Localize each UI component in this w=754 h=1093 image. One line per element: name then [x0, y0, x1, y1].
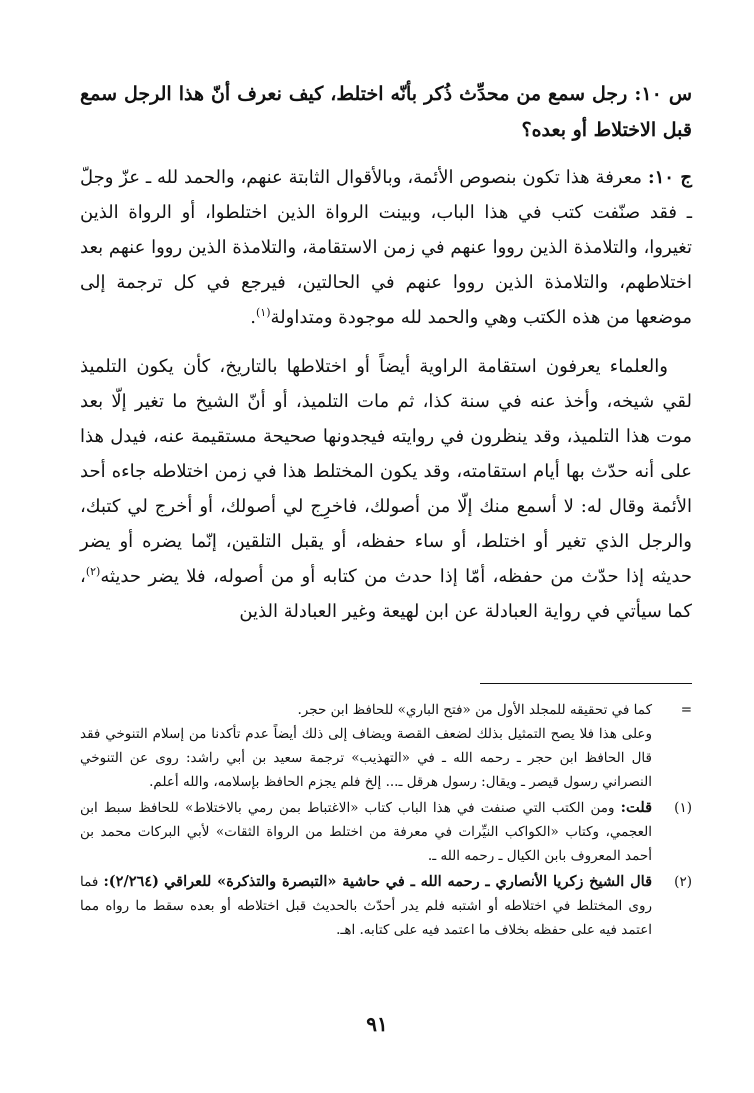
main-text [80, 76, 692, 629]
footnote-continuation-line: كما في تحقيقه للمجلد الأول من «فتح الباري» للحافظ ابن حجر. [297, 702, 652, 718]
footnote-1-text: ومن الكتب التي صنفت في هذا الباب كتاب «الاغتباط بمن رمي بالاختلاط» للحافظ سبط ابن العجمي، وكتاب «الكواكب النيِّرات في معرفة من اختلط من الرواة الثقات» لأبي البركات محمد بن أحمد المعروف بابن الكيال ـ رحمه الله ـ. [80, 800, 652, 864]
footnote-2-bold-ref: (٢/٢٦٤): [103, 873, 159, 890]
body-paragraph-2 [80, 349, 692, 629]
footnote-2-text: فما روى المختلط في اختلاطه أو اشتبه فلم يدر أحدّث بالحديث قبل اختلاطه أو بعده سقط ما رواه مما اعتمد فيه على حفظه بخلاف ما اعتمد فيه على كتابه. اهـ. [80, 874, 652, 938]
footnote-1-marker: (١) [674, 800, 692, 816]
paragraph2-text-b: ، كما سيأتي في رواية العبادلة عن ابن لهيعة وغير العبادلة الذين [80, 566, 692, 622]
footnote-continuation-marker: = [680, 702, 692, 718]
question-text: رجل سمع من محدِّث ذُكر بأنّه اختلط، كيف نعرف أنّ هذا الرجل سمع قبل الاختلاط أو بعده؟ [80, 83, 692, 141]
footnote-2-bold-text: قال الشيخ زكريا الأنصاري ـ رحمه الله ـ في حاشية «التبصرة والتذكرة» للعراقي [164, 873, 653, 890]
question-label: س ١٠: [634, 83, 693, 105]
footnotes [80, 698, 692, 944]
question-paragraph [80, 76, 692, 148]
answer-text: معرفة هذا تكون بنصوص الأئمة، وبالأقوال الثابتة عنهم، والحمد لله ـ عزّ وجلّ ـ فقد صنّفت كتب في هذا الباب، وبينت الرواة الذين اختلطوا، أو الرواة الذين تغيروا، والتلامذة الذين رووا عنهم في زمن الاستقامة، والتلامذة الذين رووا عنهم بعد اختلاطهم، والتلامذة الذين رووا عنهم في الحالتين، فيرجع في كل ترجمة إلى موضعها من هذه الكتب وهي والحمد لله موجودة ومتداولة [80, 167, 692, 328]
footnote-ref-1: (١) [255, 306, 271, 319]
footnote-2-marker: (٢) [674, 874, 692, 890]
footnote-ref-2: (٢) [85, 565, 101, 578]
page-number: ٩١ [366, 1012, 388, 1036]
answer-end: . [250, 307, 256, 328]
footnote-2 [80, 870, 692, 942]
footnote-1-label: قلت: [620, 799, 652, 816]
paragraph2-text-a: والعلماء يعرفون استقامة الراوية أيضاً أو اختلاطها بالتاريخ، كأن يكون التلميذ لقي شيخه، وأخذ عنه في سنة كذا، ثم مات التلميذ، أو أنّ الشيخ ما تغير إلّا بعد موت هذا التلميذ، وقد ينظرون في روايته فيجدونها صحيحة مستقيمة عنه، فيدل هذا على أنه حدّث بها أيام استقامته، وقد يكون المختلط هذا في زمن اختلاطه جاءه أحد الأئمة وقال له: لا أسمع منك إلّا من أصولك، فاخرِج لي أصولك، أو أخرج لي كتبك، والرجل الذي تغير أو اختلط، أو ساء حفظه، أو يقبل التلقين، إنّما يضره أو يضر حديثه إذا حدّث من حفظه، أمّا إذا حدث من كتابه أو من أصوله، فلا يضر حديثه [80, 356, 692, 587]
footnote-continuation-line: وعلى هذا فلا يصح التمثيل بذلك لضعف القصة ويضاف إلى ذلك أيضاً عدم تأكدنا من إسلام التنوخي فقد قال الحافظ ابن حجر ـ رحمه الله ـ في «التهذيب» ترجمة سعيد بن أبي راشد: روى عن التنوخي النصراني رسول قيصر ـ ويقال: رسول هرقل ـ... إلخ فلم يجزم الحافظ بإسلامه، والله أعلم. [80, 726, 652, 790]
footnote-1 [80, 796, 692, 868]
answer-paragraph [80, 160, 692, 335]
footnote-continuation [80, 698, 692, 794]
footnote-separator [480, 683, 692, 684]
answer-label: ج ١٠: [647, 167, 692, 188]
